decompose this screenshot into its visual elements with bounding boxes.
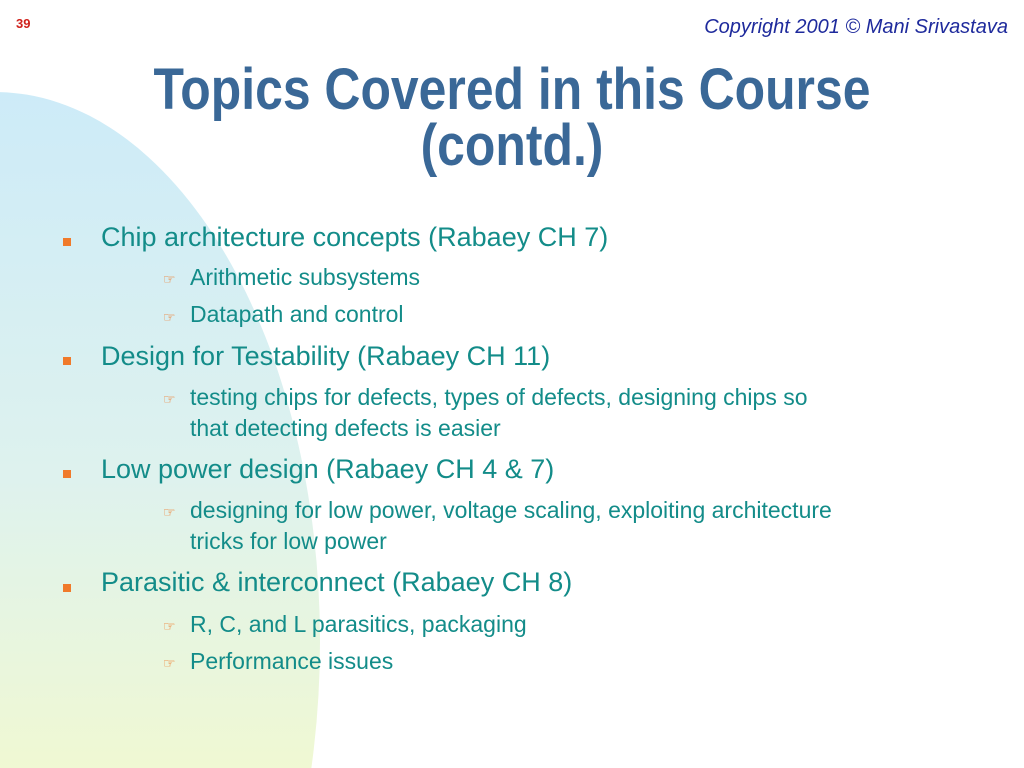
subtopic-item: Datapath and control [190,301,404,327]
subtopic-item: R, C, and L parasitics, packaging [190,611,527,637]
square-bullet-icon [63,584,71,592]
pointing-hand-icon: ☞ [163,655,176,671]
square-bullet-icon [63,238,71,246]
pointing-hand-icon: ☞ [163,618,176,634]
subtopic-item [190,382,808,444]
subtopic-line: tricks for low power [190,528,387,554]
subtopic-item: Arithmetic subsystems [190,264,421,290]
subtopic-line: designing for low power, voltage scaling, exploiting architecture [190,497,832,523]
topic-item: Design for Testability (Rabaey CH 11) [101,341,551,371]
subtopic-line: testing chips for defects, types of defects, designing chips so [190,384,808,410]
pointing-hand-icon: ☞ [163,391,176,407]
page-number: 39 [16,16,31,31]
topic-item: Parasitic & interconnect (Rabaey CH 8) [101,567,573,597]
subtopic-line: that detecting defects is easier [190,415,501,441]
square-bullet-icon [63,357,71,365]
pointing-hand-icon: ☞ [163,504,176,520]
topic-item: Low power design (Rabaey CH 4 & 7) [101,454,555,484]
slide-title-line-1: Topics Covered in this Course [153,57,871,122]
slide-title-line-2: (contd.) [420,113,604,178]
square-bullet-icon [63,470,71,478]
copyright-notice: Copyright 2001 © Mani Srivastava [704,16,1008,38]
subtopic-item: Performance issues [190,648,394,674]
pointing-hand-icon: ☞ [163,271,176,287]
topic-item: Chip architecture concepts (Rabaey CH 7) [101,222,609,252]
subtopic-item [190,495,832,557]
pointing-hand-icon: ☞ [163,309,176,325]
